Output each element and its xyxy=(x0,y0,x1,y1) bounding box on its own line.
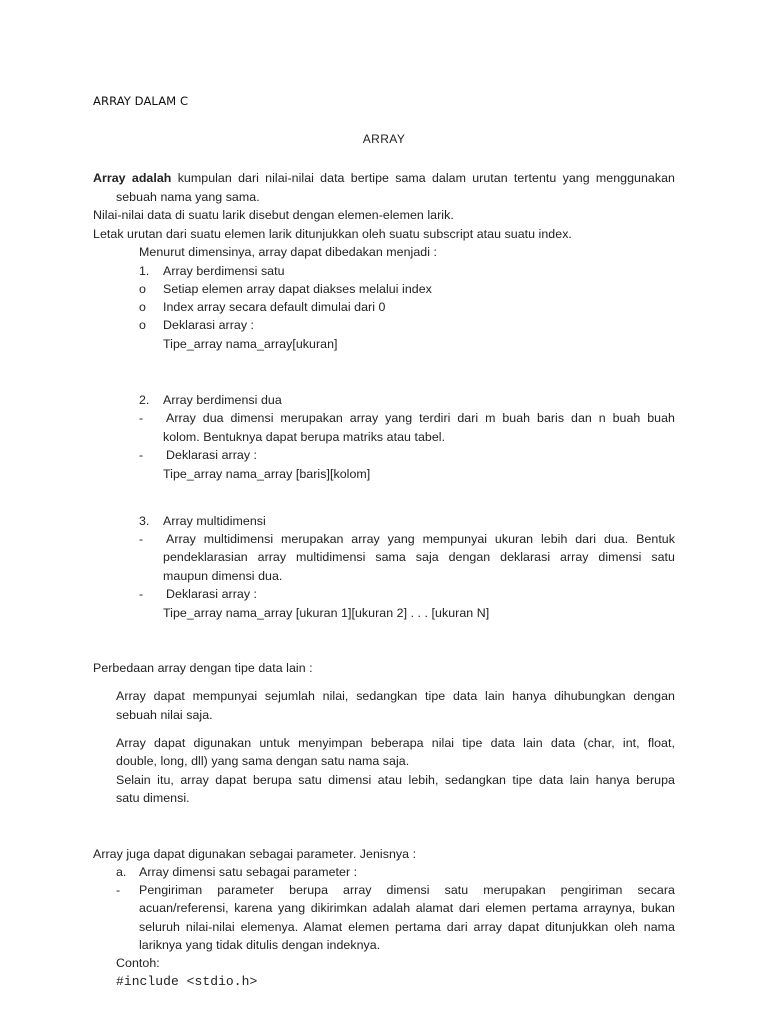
type3-item-1-line-1: Array multidimensi merupakan array yang mempunyai ukuran lebih dari dua. Bentuk xyxy=(166,532,675,546)
type1-item-1: Setiap elemen array dapat diakses melalui index xyxy=(163,282,432,296)
parameter-heading: Array juga dapat digunakan sebagai parameter. Jenisnya : xyxy=(93,847,417,861)
code-line: #include <stdio.h> xyxy=(116,974,258,989)
parameter-line-4: lariknya yang tidak ditulis dengan indeknya. xyxy=(139,938,381,952)
type3-syntax: Tipe_array nama_array [ukuran 1][ukuran 2] . . . [ukuran N] xyxy=(163,606,490,620)
document-title: ARRAY DALAM C xyxy=(93,94,189,108)
intro-term: Array adalah xyxy=(93,171,172,185)
parameter-line-2: acuan/referensi, karena yang dikirimkan adalah alamat dari elemen pertama arraynya, bukan xyxy=(139,901,675,915)
type2-item-2: Deklarasi array : xyxy=(166,448,258,462)
parameter-line-1: Pengiriman parameter berupa array dimensi satu merupakan pengiriman secara xyxy=(139,883,675,897)
intro-line-5: Menurut dimensinya, array dapat dibedakan menjadi : xyxy=(139,245,438,259)
type2-item-1-line-1: Array dua dimensi merupakan array yang terdiri dari m buah baris dan n buah buah xyxy=(166,411,675,425)
intro-line-4: Letak urutan dari suatu elemen larik ditunjukkan oleh suatu subscript atau suatu index. xyxy=(93,227,572,241)
section-title: ARRAY xyxy=(362,132,406,146)
intro-line-3: Nilai-nilai data di suatu larik disebut dengan elemen-elemen larik. xyxy=(93,208,454,222)
type2-syntax: Tipe_array nama_array [baris][kolom] xyxy=(163,467,371,481)
parameter-dash: - xyxy=(116,883,121,897)
intro-line-1-rest: kumpulan dari nilai-nilai data bertipe sama dalam urutan tertentu yang menggunakan xyxy=(171,171,676,185)
type3-item-2: Deklarasi array : xyxy=(166,587,258,601)
parameter-line-3: seluruh nilai-nilai elemenya. Alamat elemen pertama dari array dapat ditunjukkan oleh nama xyxy=(139,920,675,934)
difference-p2-line-1: Array dapat digunakan untuk menyimpan beberapa nilai tipe data lain data (char, int, float, xyxy=(116,736,675,750)
intro-line-1 xyxy=(93,171,675,186)
type1-bullet-3: o xyxy=(139,318,146,332)
type2-number: 2. xyxy=(139,393,150,407)
type2-item-1-line-2: kolom. Bentuknya dapat berupa matriks atau tabel. xyxy=(163,430,446,444)
type1-bullet-1: o xyxy=(139,282,146,296)
type1-item-2: Index array secara default dimulai dari 0 xyxy=(163,300,386,314)
type3-item-1-line-2: pendeklarasian array multidimensi sama saja dengan deklarasi array dimensi satu xyxy=(163,550,675,564)
type2-dash-2: - xyxy=(139,448,144,462)
type1-bullet-2: o xyxy=(139,300,146,314)
difference-p2-line-3: Selain itu, array dapat berupa satu dimensi atau lebih, sedangkan tipe data lain hanya berupa xyxy=(116,773,675,787)
parameter-sub-title: Array dimensi satu sebagai parameter : xyxy=(139,865,358,879)
type1-title: Array berdimensi satu xyxy=(163,264,285,278)
example-label: Contoh: xyxy=(116,956,160,970)
type3-item-1-line-3: maupun dimensi dua. xyxy=(163,569,283,583)
type1-number: 1. xyxy=(139,264,150,278)
parameter-sub-letter: a. xyxy=(116,865,127,879)
difference-p1-line-1: Array dapat mempunyai sejumlah nilai, sedangkan tipe data lain hanya dihubungkan dengan xyxy=(116,689,675,703)
type3-dash-2: - xyxy=(139,587,144,601)
type3-title: Array multidimensi xyxy=(163,514,266,528)
type1-syntax: Tipe_array nama_array[ukuran] xyxy=(163,337,338,351)
type2-dash-1: - xyxy=(139,411,144,425)
type3-number: 3. xyxy=(139,514,150,528)
type2-title: Array berdimensi dua xyxy=(163,393,282,407)
type1-item-3: Deklarasi array : xyxy=(163,318,255,332)
difference-p1-line-2: sebuah nilai saja. xyxy=(116,708,213,722)
difference-heading: Perbedaan array dengan tipe data lain : xyxy=(93,661,313,675)
type3-dash-1: - xyxy=(139,532,144,546)
intro-line-2: sebuah nama yang sama. xyxy=(116,190,260,204)
difference-p2-line-4: satu dimensi. xyxy=(116,791,190,805)
difference-p2-line-2: double, long, dll) yang sama dengan satu nama saja. xyxy=(116,754,410,768)
